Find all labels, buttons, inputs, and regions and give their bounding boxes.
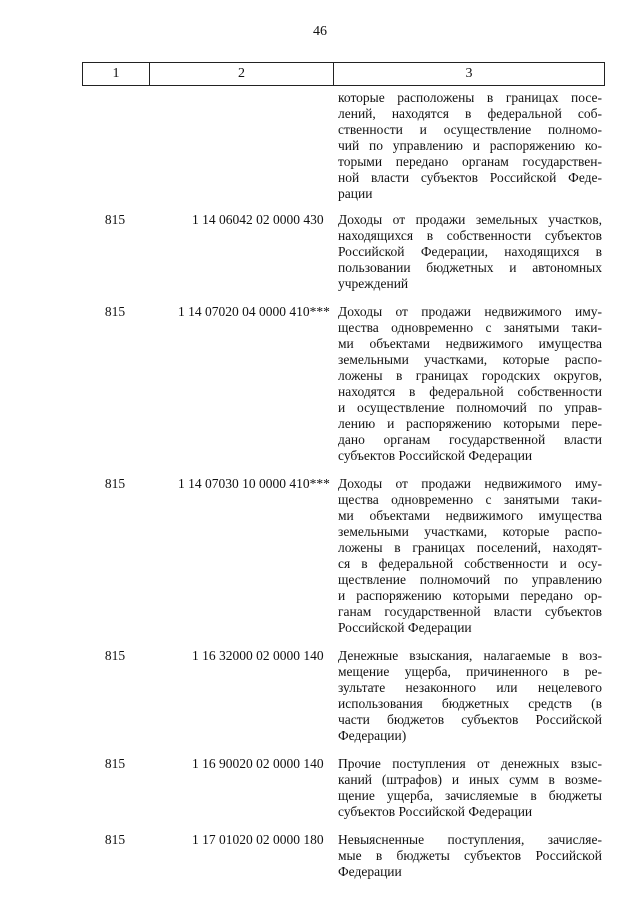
description-cell — [332, 476, 605, 636]
description-line: использования бюджетных средств (в — [338, 696, 602, 711]
description-line: щества одновременно с занятыми таки- — [338, 320, 602, 335]
description-line: субъектов Российской Федерации — [338, 448, 533, 463]
description-line: Российской Федерации, находящихся в — [338, 244, 602, 259]
description-line: которые расположены в границах посе- — [338, 90, 602, 105]
description-line: ганам государственной власти субъектов — [338, 604, 602, 619]
description-cell — [332, 304, 605, 464]
budget-code-cell: 1 14 07020 04 0000 410*** — [178, 304, 330, 319]
description-line: торыми передано органам государствен- — [338, 154, 602, 169]
description-line: Доходы от продажи недвижимого иму- — [338, 304, 602, 319]
description-line: зультате незаконного или нецелевого — [338, 680, 602, 695]
description-line: Доходы от продажи недвижимого иму- — [338, 476, 602, 491]
description-line: ся в федеральной собственности и осу- — [338, 556, 602, 571]
budget-code-cell: 1 14 06042 02 0000 430 — [192, 212, 324, 227]
description-line: пользовании бюджетных и автономных — [338, 260, 602, 275]
description-line: земельными участками, которые распо- — [338, 524, 602, 539]
description-cell — [332, 648, 605, 744]
table-row — [82, 90, 605, 202]
budget-code-cell: 1 17 01020 02 0000 180 — [192, 832, 324, 847]
description-line: ми объектами недвижимого имущества — [338, 336, 602, 351]
description-line: щества одновременно с занятыми таки- — [338, 492, 602, 507]
table-row — [82, 476, 605, 636]
table-row — [82, 648, 605, 744]
description-line: Доходы от продажи земельных участков, — [338, 212, 602, 227]
description-line: Прочие поступления от денежных взыс- — [338, 756, 602, 771]
description-line: мещение ущерба, причиненного в ре- — [338, 664, 602, 679]
description-cell — [332, 90, 605, 202]
table-header — [82, 62, 605, 86]
description-line: щение ущерба, зачисляемые в бюджеты — [338, 788, 602, 803]
description-line: Федерации — [338, 864, 402, 879]
description-line: и осуществление полномочий по управ- — [338, 400, 602, 415]
description-line: находящихся в собственности субъектов — [338, 228, 602, 243]
description-line: части бюджетов субъектов Российской — [338, 712, 602, 727]
budget-code-cell: 1 16 32000 02 0000 140 — [192, 648, 324, 663]
description-line: Федерации) — [338, 728, 407, 743]
description-line: ной власти субъектов Российской Феде- — [338, 170, 602, 185]
description-line: ственности и осуществление полномо- — [338, 122, 602, 137]
table-row — [82, 756, 605, 820]
description-line: ложены в границах городских округов, — [338, 368, 602, 383]
description-line: субъектов Российской Федерации — [338, 804, 533, 819]
description-line: ществление полномочий по управлению — [338, 572, 602, 587]
budget-code-cell: 1 14 07030 10 0000 410*** — [178, 476, 330, 491]
table-body — [82, 90, 605, 892]
table-row — [82, 304, 605, 464]
description-line: лений, находятся в федеральной соб- — [338, 106, 602, 121]
description-cell — [332, 832, 605, 880]
description-line: ми объектами недвижимого имущества — [338, 508, 602, 523]
description-line: Денежные взыскания, налагаемые в воз- — [338, 648, 602, 663]
description-line: чий по управлению и распоряжению ко- — [338, 138, 602, 153]
description-line: рации — [338, 186, 373, 201]
header-col-3: 3 — [333, 63, 604, 85]
description-line: дано органам государственной власти — [338, 432, 602, 447]
description-line: мые в бюджеты субъектов Российской — [338, 848, 602, 863]
budget-code-cell: 1 16 90020 02 0000 140 — [192, 756, 324, 771]
admin-code-cell: 815 — [104, 648, 126, 663]
description-line: Российской Федерации — [338, 620, 472, 635]
admin-code-cell: 815 — [104, 304, 126, 319]
admin-code-cell: 815 — [104, 756, 126, 771]
header-col-1: 1 — [112, 66, 120, 81]
description-line: Невыясненные поступления, зачисляе- — [338, 832, 602, 847]
admin-code-cell: 815 — [104, 212, 126, 227]
description-line: находятся в федеральной собственности — [338, 384, 602, 399]
description-line: земельными участками, которые распо- — [338, 352, 602, 367]
header-col-2: 2 — [149, 63, 333, 85]
description-line: каний (штрафов) и иных сумм в возме- — [338, 772, 602, 787]
table-row — [82, 212, 605, 292]
page-number: 46 — [313, 24, 327, 39]
description-line: и распоряжению которыми передано ор- — [338, 588, 602, 603]
description-line: ложены в границах поселений, находят- — [338, 540, 602, 555]
admin-code-cell: 815 — [104, 832, 126, 847]
description-line: учреждений — [338, 276, 409, 291]
description-cell — [332, 756, 605, 820]
admin-code-cell: 815 — [104, 476, 126, 491]
table-row — [82, 832, 605, 880]
description-cell — [332, 212, 605, 292]
description-line: лению и распоряжению которыми пере- — [338, 416, 602, 431]
